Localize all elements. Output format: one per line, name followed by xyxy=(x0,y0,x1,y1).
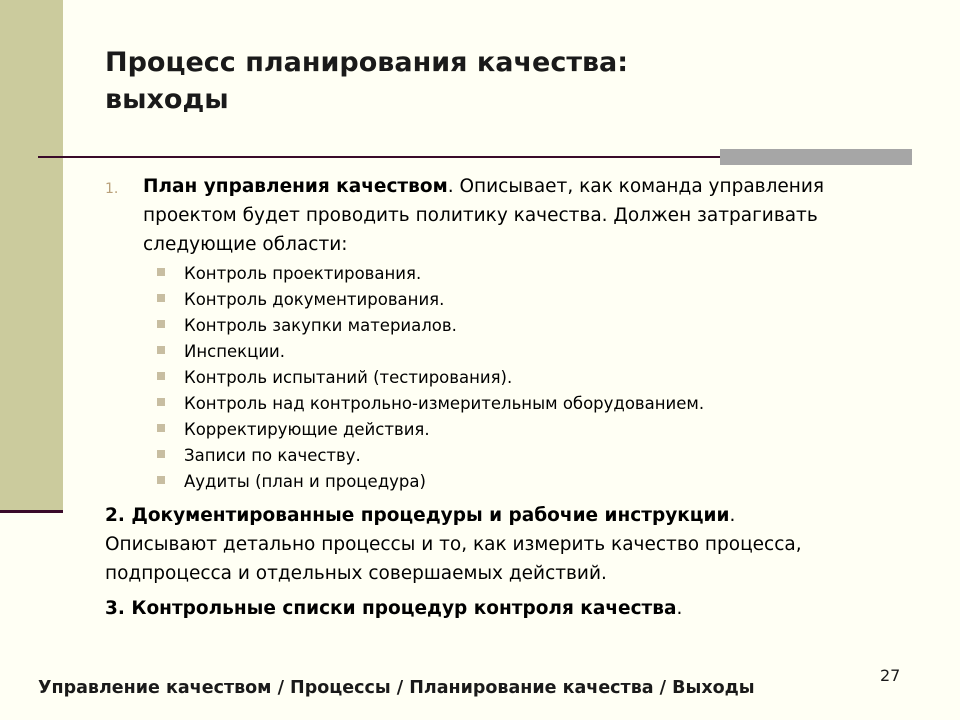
sub-list-item: Контроль проектирования. xyxy=(157,261,905,287)
sub-list-item: Корректирующие действия. xyxy=(157,417,905,443)
square-bullet-icon xyxy=(157,450,165,458)
list-item-procedures xyxy=(105,501,905,588)
square-bullet-icon xyxy=(157,424,165,432)
item-text: . Описывает, как команда управления проектом будет проводить политику качества. Должен затрагивать следующие области: xyxy=(143,176,825,255)
item-heading: План управления качеством xyxy=(143,176,448,197)
left-band-rule xyxy=(0,510,63,513)
sub-list-item: Записи по качеству. xyxy=(157,443,905,469)
list-item-quality-plan xyxy=(105,172,905,495)
slide-body xyxy=(105,172,905,623)
title-divider-accent xyxy=(720,149,912,165)
square-bullet-icon xyxy=(157,398,165,406)
square-bullet-icon xyxy=(157,320,165,328)
slide-title xyxy=(105,44,905,118)
square-bullet-icon xyxy=(157,372,165,380)
list-item-checklists xyxy=(105,594,905,623)
item-text: Описывают детально процессы и то, как измерить качество процесса, подпроцесса и отдельных совершаемых действий. xyxy=(105,534,802,584)
item-heading-dot: . xyxy=(676,598,683,619)
square-bullet-icon xyxy=(157,346,165,354)
slide-title-line1: Процесс планирования качества: xyxy=(105,47,629,78)
item-heading-dot: . xyxy=(729,505,736,526)
sub-list-item: Инспекции. xyxy=(157,339,905,365)
item-heading: 3. Контрольные списки процедур контроля качества xyxy=(105,598,677,619)
square-bullet-icon xyxy=(157,294,165,302)
sub-list-item: Контроль закупки материалов. xyxy=(157,313,905,339)
sub-list-item: Контроль испытаний (тестирования). xyxy=(157,365,905,391)
list-number: 1. xyxy=(105,181,119,197)
sub-list-item: Контроль над контрольно-измерительным оборудованием. xyxy=(157,391,905,417)
slide-title-line2: выходы xyxy=(105,84,229,115)
sub-list xyxy=(143,261,905,495)
sub-list-item: Аудиты (план и процедура) xyxy=(157,469,905,495)
square-bullet-icon xyxy=(157,268,165,276)
left-decorative-band xyxy=(0,0,63,512)
item-heading: 2. Документированные процедуры и рабочие инструкции xyxy=(105,505,730,526)
footer-breadcrumb: Управление качеством / Процессы / Планирование качества / Выходы xyxy=(38,678,755,698)
page-number: 27 xyxy=(880,666,901,685)
square-bullet-icon xyxy=(157,476,165,484)
sub-list-item: Контроль документирования. xyxy=(157,287,905,313)
